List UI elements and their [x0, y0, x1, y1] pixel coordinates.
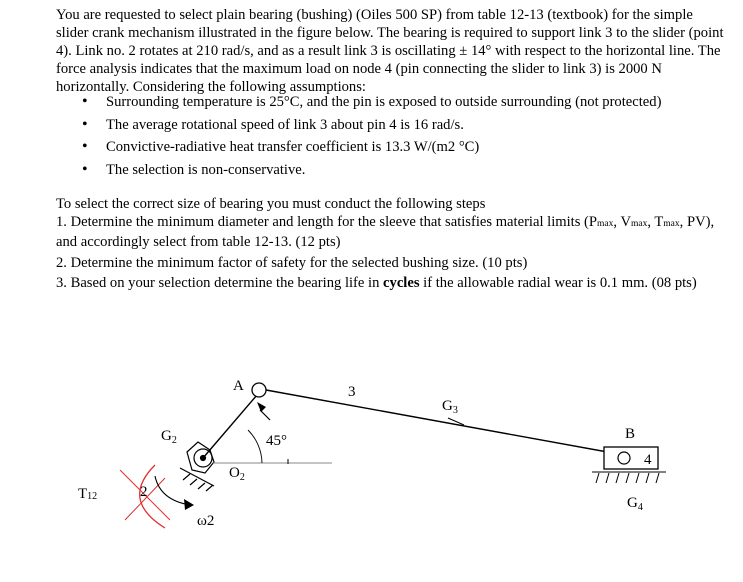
pin-B: [618, 452, 630, 464]
step-2: 2. Determine the minimum factor of safety for the selected bushing size. (10 pts): [56, 255, 528, 271]
label-T12: T12: [78, 486, 98, 502]
assumption-item: • The average rotational speed of link 3 about pin 4 is 16 rad/s.: [78, 116, 661, 139]
crank-ground: [180, 442, 214, 491]
label-angle: 45°: [266, 433, 287, 449]
label-A: A: [233, 378, 244, 394]
label-B: B: [625, 426, 636, 442]
step-3: 3. Based on your selection determine the bearing life in cycles if the allowable radial wear is 0.1 mm. (08 pts): [56, 275, 697, 291]
step-1: 1. Determine the minimum diameter and length for the sleeve that satisfies material limits (Pmax, Vmax, Tmax, PV), and accordingly select from table 12-13. (12 pts): [56, 214, 715, 250]
omega-arrowhead: [184, 499, 194, 510]
label-O2: $O_2$: [229, 465, 245, 483]
angle-arc: [248, 430, 262, 463]
label-4: 4: [644, 452, 652, 468]
label-G4: $G_4$: [627, 495, 643, 513]
assumption-item: • Surrounding temperature is 25°C, and the pin is exposed to outside surrounding (not protected): [78, 93, 661, 116]
assumption-item: • Convictive-radiative heat transfer coefficient is 13.3 W/(m2 °C): [78, 138, 661, 161]
label-G3: $G_3$: [442, 398, 458, 416]
assumption-item: • The selection is non-conservative.: [78, 161, 661, 184]
steps-intro: To select the correct size of bearing you must conduct the following steps: [56, 196, 486, 212]
label-omega: ω2: [197, 513, 215, 529]
label-G2: $G_2$: [161, 428, 177, 446]
label-link-2: 2: [140, 484, 148, 500]
slider-ground: [592, 472, 666, 483]
crank-link: [203, 395, 257, 458]
problem-intro: You are requested to select plain bearing (bushing) (Oiles 500 SP) from table 12-13 (textbook) for the simple slider crank mechanism illustrated in the figure below. The bearing is required to support link 3 to the slider (point 4). Link no. 2 rotates at 210 rad/s, and as a result link 3 is oscillating ± 14° with respect to the horizontal line. The force analysis indicates that the maximum load on node 4 (pin connecting the slider to link 3) is 2000 N horizontally. Considering the following assumptions:: [56, 7, 724, 95]
pin-A: [252, 383, 266, 397]
force-arrowhead: [257, 402, 266, 412]
label-link-3: 3: [348, 384, 356, 400]
